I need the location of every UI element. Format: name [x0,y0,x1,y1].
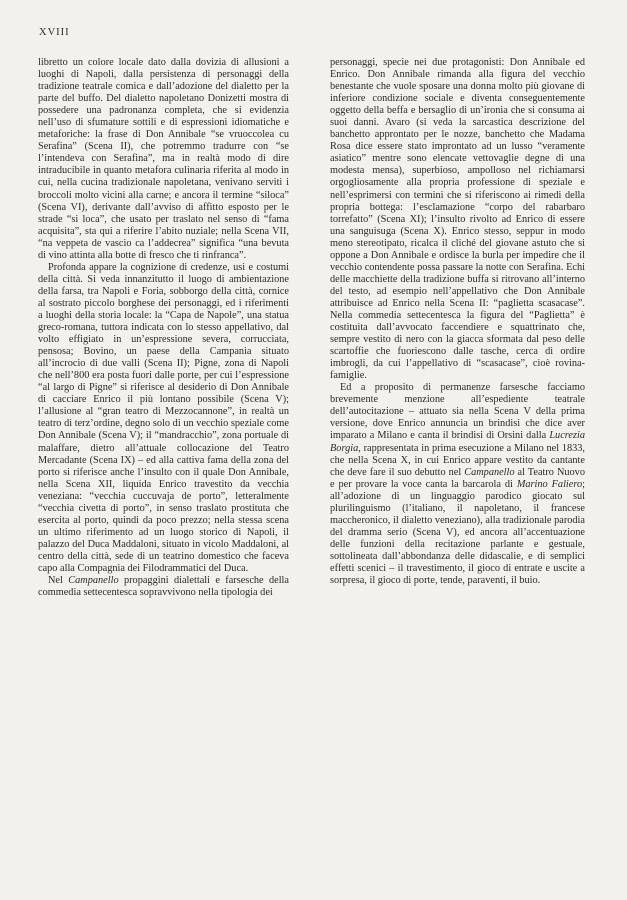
text-run: Profonda appare la cognizione di credenze, usi e costumi della città. Si veda innanzitutto il luogo di ambientazione della farsa, tra Napoli e Foria, sobborgo della città, cornice al sostrato piccolo borghese dei personaggi, ed i riferimenti a luoghi della storia locale: la “Capa de Napole”, una statua greco-romana, tuttora indicata con lo stesso appellativo, dal volto effigiato in un’espressione severa, corrucciata, pensosa; Bovino, un paese della Campania situato all’incrocio di due valli (Scena II); Pigne, zona di Napoli che nell’800 era posta fuori dalle porte, per cui l’espressione “al largo di Pigne” si riferisce al desiderio di Don Annibale di cacciare Enrico il più lontano possibile (Scena V); l’allusione al “gran teatro di Mezzocannone”, in realtà un teatro di terz’ordine, degno solo di un vecchio speziale come Don Annibale (Scena V); il “mandracchio”, zona portuale di malaffare, dietro all’attuale collocazione del Teatro Mercadante (Scena IX) – ed alla cattiva fama della zona del porto si riferisce anche l’insulto con il quale Don Annibale, nella Scena XII, liquida Enrico travestito da vecchia veneziana: “vecchia cuccuvaja de porto”, letteralmente “vecchia civetta di porto”, in senso traslato prostituta che esercita al porto, quindi da poco prezzo; nella stessa scena un ultimo riferimento ad un luogo storico di Napoli, il palazzo del Duca Maddaloni, situato in vicolo Maddaloni, al centro della città, sede di un teatrino domestico che faceva capo alla Compagnia dei Filodrammatici del Duca. [38,261,289,574]
text-run: Ed a proposito di permanenze farsesche facciamo brevemente menzione all’espediente teatrale dell’autocitazione – attuato sia nella Scena V della prima versione, dove Enrico annuncia un brindisi che dice aver imparato a Milano e canta il brindisi di Orsini dalla [330,382,585,442]
text-run: ; all’adozione di un linguaggio parodico giocato sul plurilinguismo (l’italiano, il napoletano, il francese maccheronico, il dialetto veneziano), alla tradizionale parodia del dramma serio (Scena V), ed ancora all’accentuazione delle funzioni della recitazione parlante e gestuale, sottolineata dall’abbondanza delle didascalie, e di semplici effetti scenici – il travestimento, il gioco di entrate e uscite a sorpresa, il gioco di porte, tende, paraventi, il buio. [330,478,586,587]
text-run: personaggi, specie nei due protagonisti: Don Annibale ed Enrico. Don Annibale rimanda alla figura del vecchio benestante che vuole sposare una donna molto più giovane di inferiore condizione sociale e diventa conseguentemente oggetto della beffa e bersaglio di un’ironia che si consuma ai suoi danni. Avaro (si veda la sarcastica descrizione del banchetto approntato per le nozze, banchetto che Madama Rosa dice essere stato improntato ad un lusso “veramente asiatico” mentre sono elencate vettovaglie degne di una modesta mensa), superbioso, ampolloso nel richiamarsi orgogliosamente alla propria professione di speziale e nell’esprimersi con termini che si riferiscono ai rimedi della propria bottega: l’esclamazione “corpo del rabarbaro torrefatto” (Scena XI); l’insulto rivolto ad Enrico di essere una sanguisuga (Scena X). Enrico stesso, seppur in modo meno stereotipato, ricalca il cliché del giovane astuto che si oppone a Don Annibale e ordisce la burla per impedire che il vecchio contendente possa passare la notte con Serafina. Echi delle macchiette della tradizione buffa si ritrovano all’interno del testo, ad esempio nell’appellativo che Don Annibale attribuisce ad Enrico nella Scena II: “paglietta scasacase”. Nella commedia settecentesca la figura del “Paglietta” è costituita dall’avvocato faccendiere e squattrinato che, sempre vestito di nero con la giacca sformata dal peso delle scartoffie che fuoriescono dalle tasche, cerca di ordire imbrogli, da cui l’appellativo di “scasacase”, cioè rovina-famiglie. [330,57,585,382]
text-run: al Teatro Nuovo e per provare la voce canta la barcarola di [330,466,585,490]
paragraph [38,262,289,575]
text-run: propaggini dialettali e farsesche della commedia settecentesca sopravvivono nella tipologia dei [38,575,289,599]
italic-title: Lucrezia Borgia [330,430,585,454]
left-column [38,57,289,599]
paragraph [330,57,585,382]
paragraph [38,57,289,262]
italic-title: Marino Faliero [516,478,583,490]
italic-title: Campanello [464,466,515,478]
paragraph [330,382,585,587]
italic-title: Campanello [68,575,119,587]
page-number: XVIII [39,27,70,38]
text-run: Nel [48,575,69,587]
text-run: , rappresentata in prima esecuzione a Milano nel 1833, che nella Scena X, in cui Enrico appare vestito da cantante che deve fare il suo debutto nel [330,442,585,478]
paragraph [38,575,289,599]
right-column [330,57,585,587]
text-run: libretto un colore locale dato dalla dovizia di allusioni a luoghi di Napoli, dalla persistenza di personaggi della tradizione teatrale comica e dall’adozione del dialetto per la parte del buffo. Del dialetto napoletano Donizetti mostra di possedere una padronanza completa, che si evidenzia nell’uso di sfumature sottili e di espressioni idiomatiche e metaforiche: la frase di Don Annibale “se vruoccolea cu Serafina” (Scena II), che potremmo tradurre con “se l’intendeva con Serafina”, ma in realtà modo di dire intraducibile in quanto metafora culinaria riferita al modo in cui, nella cucina tradizionale napoletana, venivano serviti i broccoli molto vicini alla carne; e ancora il termine “siloca” (Scena VI), derivante dall’avviso di affitto esposto per le strade “si loca”, che usato per traslato nel senso di “fama acquisita”, sta qui a riferire l’abito nuziale; nella Scena VII, “na veppeta de vascio ca l’addecrea” significa “una bevuta di vino attinta alla botte di fresco che ti rinfranca”. [38,57,289,261]
